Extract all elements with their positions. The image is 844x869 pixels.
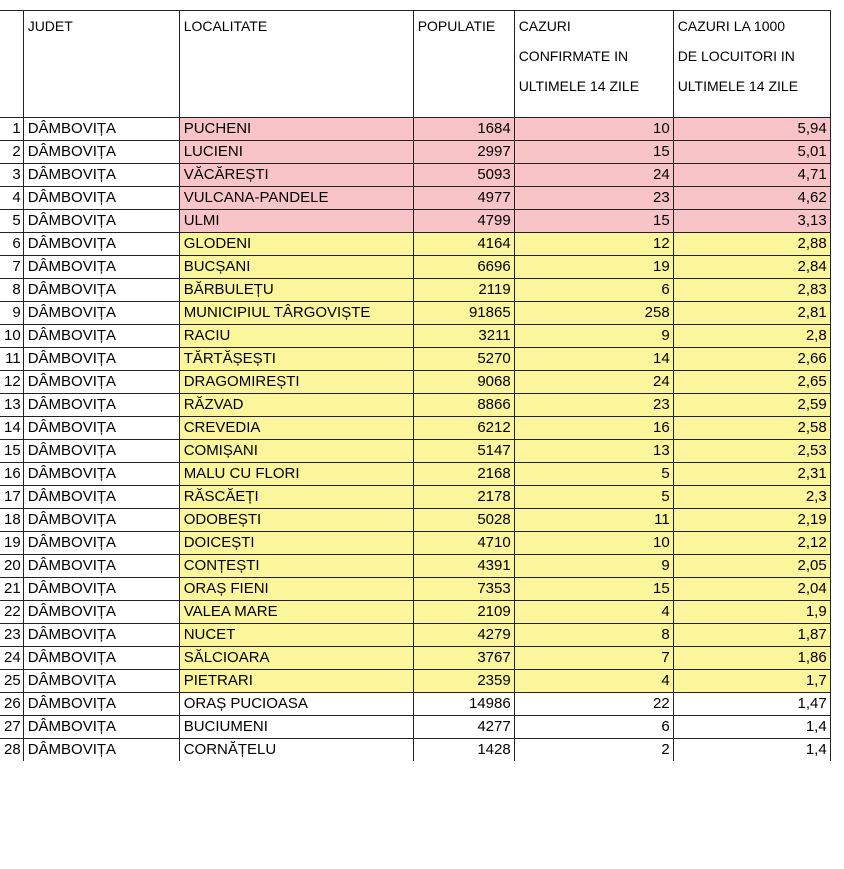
cell-cazuri: 9 xyxy=(514,325,673,348)
cell-cazuri: 5 xyxy=(514,463,673,486)
cell-judet: DÂMBOVIȚA xyxy=(23,233,179,256)
cell-populatie: 1684 xyxy=(413,118,514,141)
header-rata-line: ULTIMELE 14 ZILE xyxy=(677,78,799,94)
cell-judet: DÂMBOVIȚA xyxy=(23,624,179,647)
cell-rata: 2,3 xyxy=(673,486,830,509)
table-row xyxy=(0,440,830,463)
row-index: 5 xyxy=(0,210,23,233)
cell-localitate: RACIU xyxy=(179,325,413,348)
table-row xyxy=(0,141,830,164)
cell-cazuri: 10 xyxy=(514,532,673,555)
cell-rata: 2,05 xyxy=(673,555,830,578)
row-index: 26 xyxy=(0,693,23,716)
row-index: 7 xyxy=(0,256,23,279)
cell-populatie: 4277 xyxy=(413,716,514,739)
cell-localitate: CORNĂȚELU xyxy=(179,739,413,762)
cell-rata: 2,12 xyxy=(673,532,830,555)
table-row xyxy=(0,118,830,141)
header-cazuri-line: CONFIRMATE IN xyxy=(518,48,629,64)
cell-judet: DÂMBOVIȚA xyxy=(23,440,179,463)
cell-rata: 1,7 xyxy=(673,670,830,693)
cell-localitate: VULCANA-PANDELE xyxy=(179,187,413,210)
cell-judet: DÂMBOVIȚA xyxy=(23,325,179,348)
cell-populatie: 4164 xyxy=(413,233,514,256)
table-row xyxy=(0,348,830,371)
cell-cazuri: 12 xyxy=(514,233,673,256)
cell-populatie: 2359 xyxy=(413,670,514,693)
cell-rata: 2,81 xyxy=(673,302,830,325)
cell-localitate: TĂRTĂȘEȘTI xyxy=(179,348,413,371)
cell-rata: 2,88 xyxy=(673,233,830,256)
header-rata xyxy=(673,11,830,118)
header-index-cell xyxy=(0,11,23,118)
cell-populatie: 3211 xyxy=(413,325,514,348)
cell-localitate: GLODENI xyxy=(179,233,413,256)
row-index: 11 xyxy=(0,348,23,371)
cell-cazuri: 16 xyxy=(514,417,673,440)
cell-populatie: 4391 xyxy=(413,555,514,578)
table-row xyxy=(0,647,830,670)
table-row xyxy=(0,601,830,624)
table-row xyxy=(0,716,830,739)
header-cazuri-line: CAZURI xyxy=(518,18,571,34)
row-index: 23 xyxy=(0,624,23,647)
cell-localitate: DRAGOMIREȘTI xyxy=(179,371,413,394)
row-index: 2 xyxy=(0,141,23,164)
cell-cazuri: 14 xyxy=(514,348,673,371)
cell-populatie: 4279 xyxy=(413,624,514,647)
table-row xyxy=(0,509,830,532)
row-index: 17 xyxy=(0,486,23,509)
cell-populatie: 5093 xyxy=(413,164,514,187)
cell-cazuri: 15 xyxy=(514,141,673,164)
cell-rata: 2,84 xyxy=(673,256,830,279)
cell-judet: DÂMBOVIȚA xyxy=(23,118,179,141)
row-index: 4 xyxy=(0,187,23,210)
cell-rata: 2,83 xyxy=(673,279,830,302)
cell-rata: 1,4 xyxy=(673,739,830,762)
table-row xyxy=(0,693,830,716)
cell-localitate: RĂSCĂEȚI xyxy=(179,486,413,509)
cell-localitate: PUCHENI xyxy=(179,118,413,141)
cell-populatie: 4710 xyxy=(413,532,514,555)
row-index: 24 xyxy=(0,647,23,670)
cell-populatie: 5147 xyxy=(413,440,514,463)
cell-judet: DÂMBOVIȚA xyxy=(23,279,179,302)
cell-rata: 1,47 xyxy=(673,693,830,716)
table-row xyxy=(0,325,830,348)
cell-rata: 2,66 xyxy=(673,348,830,371)
cell-populatie: 14986 xyxy=(413,693,514,716)
table-row xyxy=(0,256,830,279)
table-row xyxy=(0,302,830,325)
cell-populatie: 4799 xyxy=(413,210,514,233)
cell-cazuri: 7 xyxy=(514,647,673,670)
table-row xyxy=(0,670,830,693)
cell-rata: 1,86 xyxy=(673,647,830,670)
row-index: 27 xyxy=(0,716,23,739)
cell-localitate: ULMI xyxy=(179,210,413,233)
cell-judet: DÂMBOVIȚA xyxy=(23,486,179,509)
row-index: 13 xyxy=(0,394,23,417)
cell-populatie: 2119 xyxy=(413,279,514,302)
cell-rata: 5,94 xyxy=(673,118,830,141)
table-row xyxy=(0,417,830,440)
header-populatie: POPULATIE xyxy=(413,11,514,118)
cell-cazuri: 6 xyxy=(514,716,673,739)
cell-localitate: PIETRARI xyxy=(179,670,413,693)
table-row xyxy=(0,394,830,417)
row-index: 20 xyxy=(0,555,23,578)
cell-rata: 2,59 xyxy=(673,394,830,417)
cell-judet: DÂMBOVIȚA xyxy=(23,739,179,762)
cell-localitate: MALU CU FLORI xyxy=(179,463,413,486)
table-row xyxy=(0,279,830,302)
cell-populatie: 3767 xyxy=(413,647,514,670)
cell-populatie: 91865 xyxy=(413,302,514,325)
cell-cazuri: 23 xyxy=(514,394,673,417)
header-rata-line: DE LOCUITORI IN xyxy=(677,48,795,64)
row-index: 14 xyxy=(0,417,23,440)
cell-rata: 2,19 xyxy=(673,509,830,532)
cell-localitate: VĂCĂREȘTI xyxy=(179,164,413,187)
cell-judet: DÂMBOVIȚA xyxy=(23,578,179,601)
cell-cazuri: 24 xyxy=(514,164,673,187)
cell-populatie: 5270 xyxy=(413,348,514,371)
header-cazuri-line: ULTIMELE 14 ZILE xyxy=(518,78,640,94)
cell-cazuri: 13 xyxy=(514,440,673,463)
cell-localitate: ORAȘ FIENI xyxy=(179,578,413,601)
cell-rata: 5,01 xyxy=(673,141,830,164)
table-row xyxy=(0,210,830,233)
cell-localitate: NUCET xyxy=(179,624,413,647)
cell-populatie: 6696 xyxy=(413,256,514,279)
table-row xyxy=(0,486,830,509)
cell-localitate: COMIȘANI xyxy=(179,440,413,463)
row-index: 19 xyxy=(0,532,23,555)
cell-populatie: 9068 xyxy=(413,371,514,394)
row-index: 16 xyxy=(0,463,23,486)
cell-cazuri: 4 xyxy=(514,670,673,693)
row-index: 22 xyxy=(0,601,23,624)
cell-rata: 1,4 xyxy=(673,716,830,739)
cell-judet: DÂMBOVIȚA xyxy=(23,601,179,624)
cell-rata: 4,62 xyxy=(673,187,830,210)
cell-judet: DÂMBOVIȚA xyxy=(23,509,179,532)
table-row xyxy=(0,532,830,555)
cell-judet: DÂMBOVIȚA xyxy=(23,670,179,693)
cell-populatie: 6212 xyxy=(413,417,514,440)
cell-localitate: ORAȘ PUCIOASA xyxy=(179,693,413,716)
header-rata-line: CAZURI LA 1000 xyxy=(677,18,786,34)
cell-populatie: 4977 xyxy=(413,187,514,210)
cell-judet: DÂMBOVIȚA xyxy=(23,394,179,417)
cell-localitate: LUCIENI xyxy=(179,141,413,164)
row-index: 10 xyxy=(0,325,23,348)
row-index: 1 xyxy=(0,118,23,141)
cell-judet: DÂMBOVIȚA xyxy=(23,647,179,670)
cell-judet: DÂMBOVIȚA xyxy=(23,532,179,555)
cell-rata: 2,65 xyxy=(673,371,830,394)
cell-cazuri: 2 xyxy=(514,739,673,762)
header-localitate: LOCALITATE xyxy=(179,11,413,118)
row-index: 25 xyxy=(0,670,23,693)
cell-cazuri: 5 xyxy=(514,486,673,509)
cell-localitate: BĂRBULEȚU xyxy=(179,279,413,302)
cell-localitate: MUNICIPIUL TÂRGOVIȘTE xyxy=(179,302,413,325)
row-index: 12 xyxy=(0,371,23,394)
cell-cazuri: 9 xyxy=(514,555,673,578)
table-body xyxy=(0,11,830,762)
cell-judet: DÂMBOVIȚA xyxy=(23,256,179,279)
cell-populatie: 2109 xyxy=(413,601,514,624)
row-index: 18 xyxy=(0,509,23,532)
header-cazuri xyxy=(514,11,673,118)
cell-localitate: CONȚEȘTI xyxy=(179,555,413,578)
cell-localitate: ODOBEȘTI xyxy=(179,509,413,532)
data-table xyxy=(0,10,831,761)
table-row xyxy=(0,187,830,210)
cell-cazuri: 15 xyxy=(514,210,673,233)
table-row xyxy=(0,739,830,762)
cell-rata: 2,58 xyxy=(673,417,830,440)
cell-rata: 2,31 xyxy=(673,463,830,486)
table-row xyxy=(0,624,830,647)
cell-judet: DÂMBOVIȚA xyxy=(23,348,179,371)
cell-judet: DÂMBOVIȚA xyxy=(23,555,179,578)
cell-populatie: 2997 xyxy=(413,141,514,164)
row-index: 6 xyxy=(0,233,23,256)
header-judet: JUDET xyxy=(23,11,179,118)
cell-rata: 1,87 xyxy=(673,624,830,647)
cell-cazuri: 4 xyxy=(514,601,673,624)
cell-localitate: CREVEDIA xyxy=(179,417,413,440)
row-index: 3 xyxy=(0,164,23,187)
cell-localitate: RĂZVAD xyxy=(179,394,413,417)
cell-cazuri: 19 xyxy=(514,256,673,279)
table-row xyxy=(0,371,830,394)
cell-rata: 3,13 xyxy=(673,210,830,233)
table-row xyxy=(0,233,830,256)
cell-localitate: DOICEȘTI xyxy=(179,532,413,555)
cell-cazuri: 23 xyxy=(514,187,673,210)
row-index: 9 xyxy=(0,302,23,325)
cell-judet: DÂMBOVIȚA xyxy=(23,164,179,187)
cell-populatie: 2178 xyxy=(413,486,514,509)
cell-populatie: 5028 xyxy=(413,509,514,532)
cell-judet: DÂMBOVIȚA xyxy=(23,210,179,233)
cell-populatie: 1428 xyxy=(413,739,514,762)
cell-rata: 2,53 xyxy=(673,440,830,463)
table-row xyxy=(0,555,830,578)
header-row xyxy=(0,11,830,118)
cell-judet: DÂMBOVIȚA xyxy=(23,302,179,325)
cell-cazuri: 15 xyxy=(514,578,673,601)
cell-populatie: 7353 xyxy=(413,578,514,601)
cell-cazuri: 10 xyxy=(514,118,673,141)
cell-judet: DÂMBOVIȚA xyxy=(23,141,179,164)
cell-localitate: BUCIUMENI xyxy=(179,716,413,739)
cell-localitate: BUCȘANI xyxy=(179,256,413,279)
cell-cazuri: 22 xyxy=(514,693,673,716)
cell-rata: 4,71 xyxy=(673,164,830,187)
row-index: 28 xyxy=(0,739,23,762)
cell-judet: DÂMBOVIȚA xyxy=(23,716,179,739)
cell-judet: DÂMBOVIȚA xyxy=(23,417,179,440)
cell-populatie: 2168 xyxy=(413,463,514,486)
cell-judet: DÂMBOVIȚA xyxy=(23,693,179,716)
cell-rata: 2,04 xyxy=(673,578,830,601)
cell-localitate: VALEA MARE xyxy=(179,601,413,624)
cell-cazuri: 8 xyxy=(514,624,673,647)
cell-judet: DÂMBOVIȚA xyxy=(23,463,179,486)
cell-rata: 2,8 xyxy=(673,325,830,348)
row-index: 15 xyxy=(0,440,23,463)
table-row xyxy=(0,164,830,187)
cell-cazuri: 11 xyxy=(514,509,673,532)
cell-judet: DÂMBOVIȚA xyxy=(23,371,179,394)
cell-cazuri: 258 xyxy=(514,302,673,325)
cell-localitate: SĂLCIOARA xyxy=(179,647,413,670)
cell-rata: 1,9 xyxy=(673,601,830,624)
cell-cazuri: 24 xyxy=(514,371,673,394)
table-row xyxy=(0,578,830,601)
row-index: 8 xyxy=(0,279,23,302)
cell-cazuri: 6 xyxy=(514,279,673,302)
cell-populatie: 8866 xyxy=(413,394,514,417)
table-row xyxy=(0,463,830,486)
row-index: 21 xyxy=(0,578,23,601)
cell-judet: DÂMBOVIȚA xyxy=(23,187,179,210)
